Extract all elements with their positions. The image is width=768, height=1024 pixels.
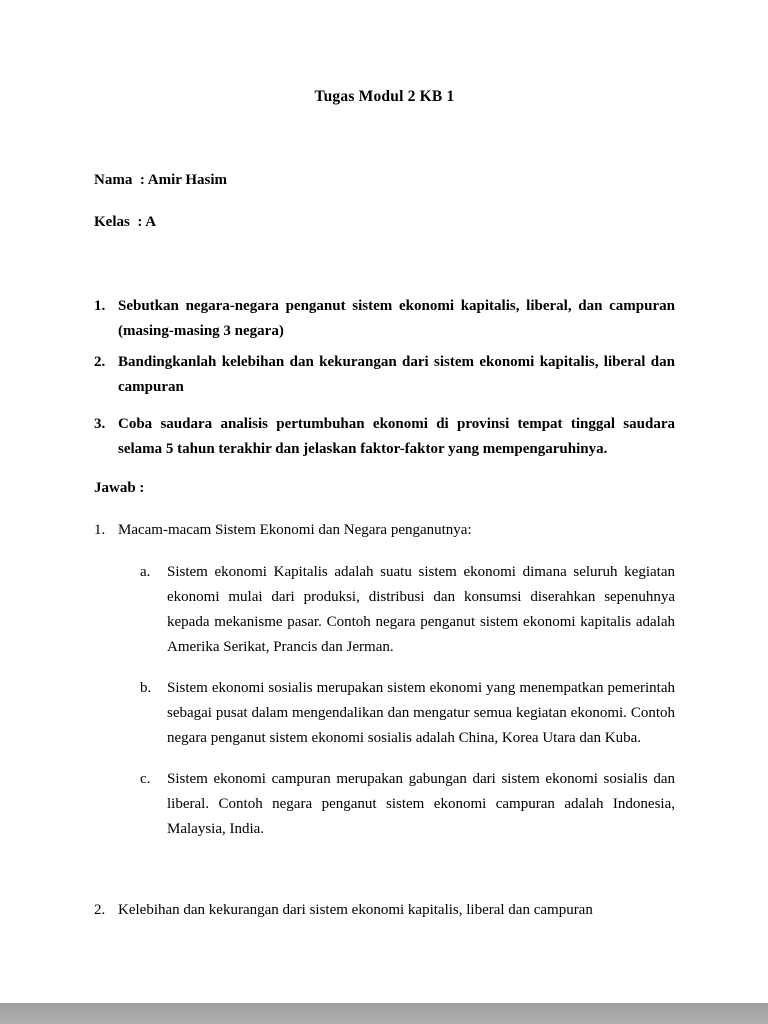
answer-1c-text: Sistem ekonomi campuran merupakan gabungan dari sistem ekonomi sosialis dan liberal. Contoh negara penganut sistem ekonomi campuran adalah Indonesia, Malaysia, India.: [167, 771, 675, 837]
answer-item-1: [94, 518, 675, 543]
question-1-text: Sebutkan negara-negara penganut sistem ekonomi kapitalis, liberal, dan campuran (masing-masing 3 negara): [118, 298, 675, 339]
question-2-number: 2.: [94, 354, 106, 370]
answer-item-1c: [94, 767, 675, 842]
question-list: [94, 294, 675, 462]
answer-1a-text: Sistem ekonomi Kapitalis adalah suatu sistem ekonomi dimana seluruh kegiatan ekonomi mulai dari produksi, distribusi dan konsumsi diserahkan sepenuhnya kepada mekanisme pasar. Contoh negara penganut sistem ekonomi kapitalis adalah Amerika Serikat, Prancis dan Jerman.: [167, 564, 675, 655]
question-2-text: Bandingkanlah kelebihan dan kekurangan dari sistem ekonomi kapitalis, liberal dan campuran: [118, 354, 675, 395]
answer-item-1b: [94, 676, 675, 751]
answer-1a-letter: a.: [140, 564, 151, 580]
page-bottom-edge: [0, 1003, 768, 1024]
answer-1c-letter: c.: [140, 771, 151, 787]
student-name-line: Nama : Amir Hasim: [94, 172, 228, 188]
document-title: Tugas Modul 2 KB 1: [314, 88, 455, 105]
question-item-2: [94, 350, 675, 400]
question-3-text: Coba saudara analisis pertumbuhan ekonomi di provinsi tempat tinggal saudara selama 5 tahun terakhir dan jelaskan faktor-faktor yang mempengaruhinya.: [118, 416, 675, 457]
answer-1-number: 1.: [94, 522, 106, 538]
answer-item-2: [94, 898, 675, 923]
question-item-1: [94, 294, 675, 344]
answer-1b-letter: b.: [140, 680, 152, 696]
question-1-number: 1.: [94, 298, 106, 314]
question-item-3: [94, 412, 675, 462]
answer-1-heading: Macam-macam Sistem Ekonomi dan Negara penganutnya:: [118, 522, 472, 538]
jawab-label: Jawab :: [94, 480, 145, 496]
answer-2-text: Kelebihan dan kekurangan dari sistem ekonomi kapitalis, liberal dan campuran: [118, 902, 593, 918]
question-3-number: 3.: [94, 416, 106, 432]
answer-item-1a: [94, 560, 675, 660]
answer-1-sublist: [94, 560, 675, 842]
student-class-line: Kelas : A: [94, 214, 157, 230]
answer-1b-text: Sistem ekonomi sosialis merupakan sistem ekonomi yang menempatkan pemerintah sebagai pusat dalam mengendalikan dan mengatur semua kegiatan ekonomi. Contoh negara penganut sistem ekonomi sosialis adalah China, Korea Utara dan Kuba.: [167, 680, 675, 746]
answer-2-number: 2.: [94, 902, 106, 918]
